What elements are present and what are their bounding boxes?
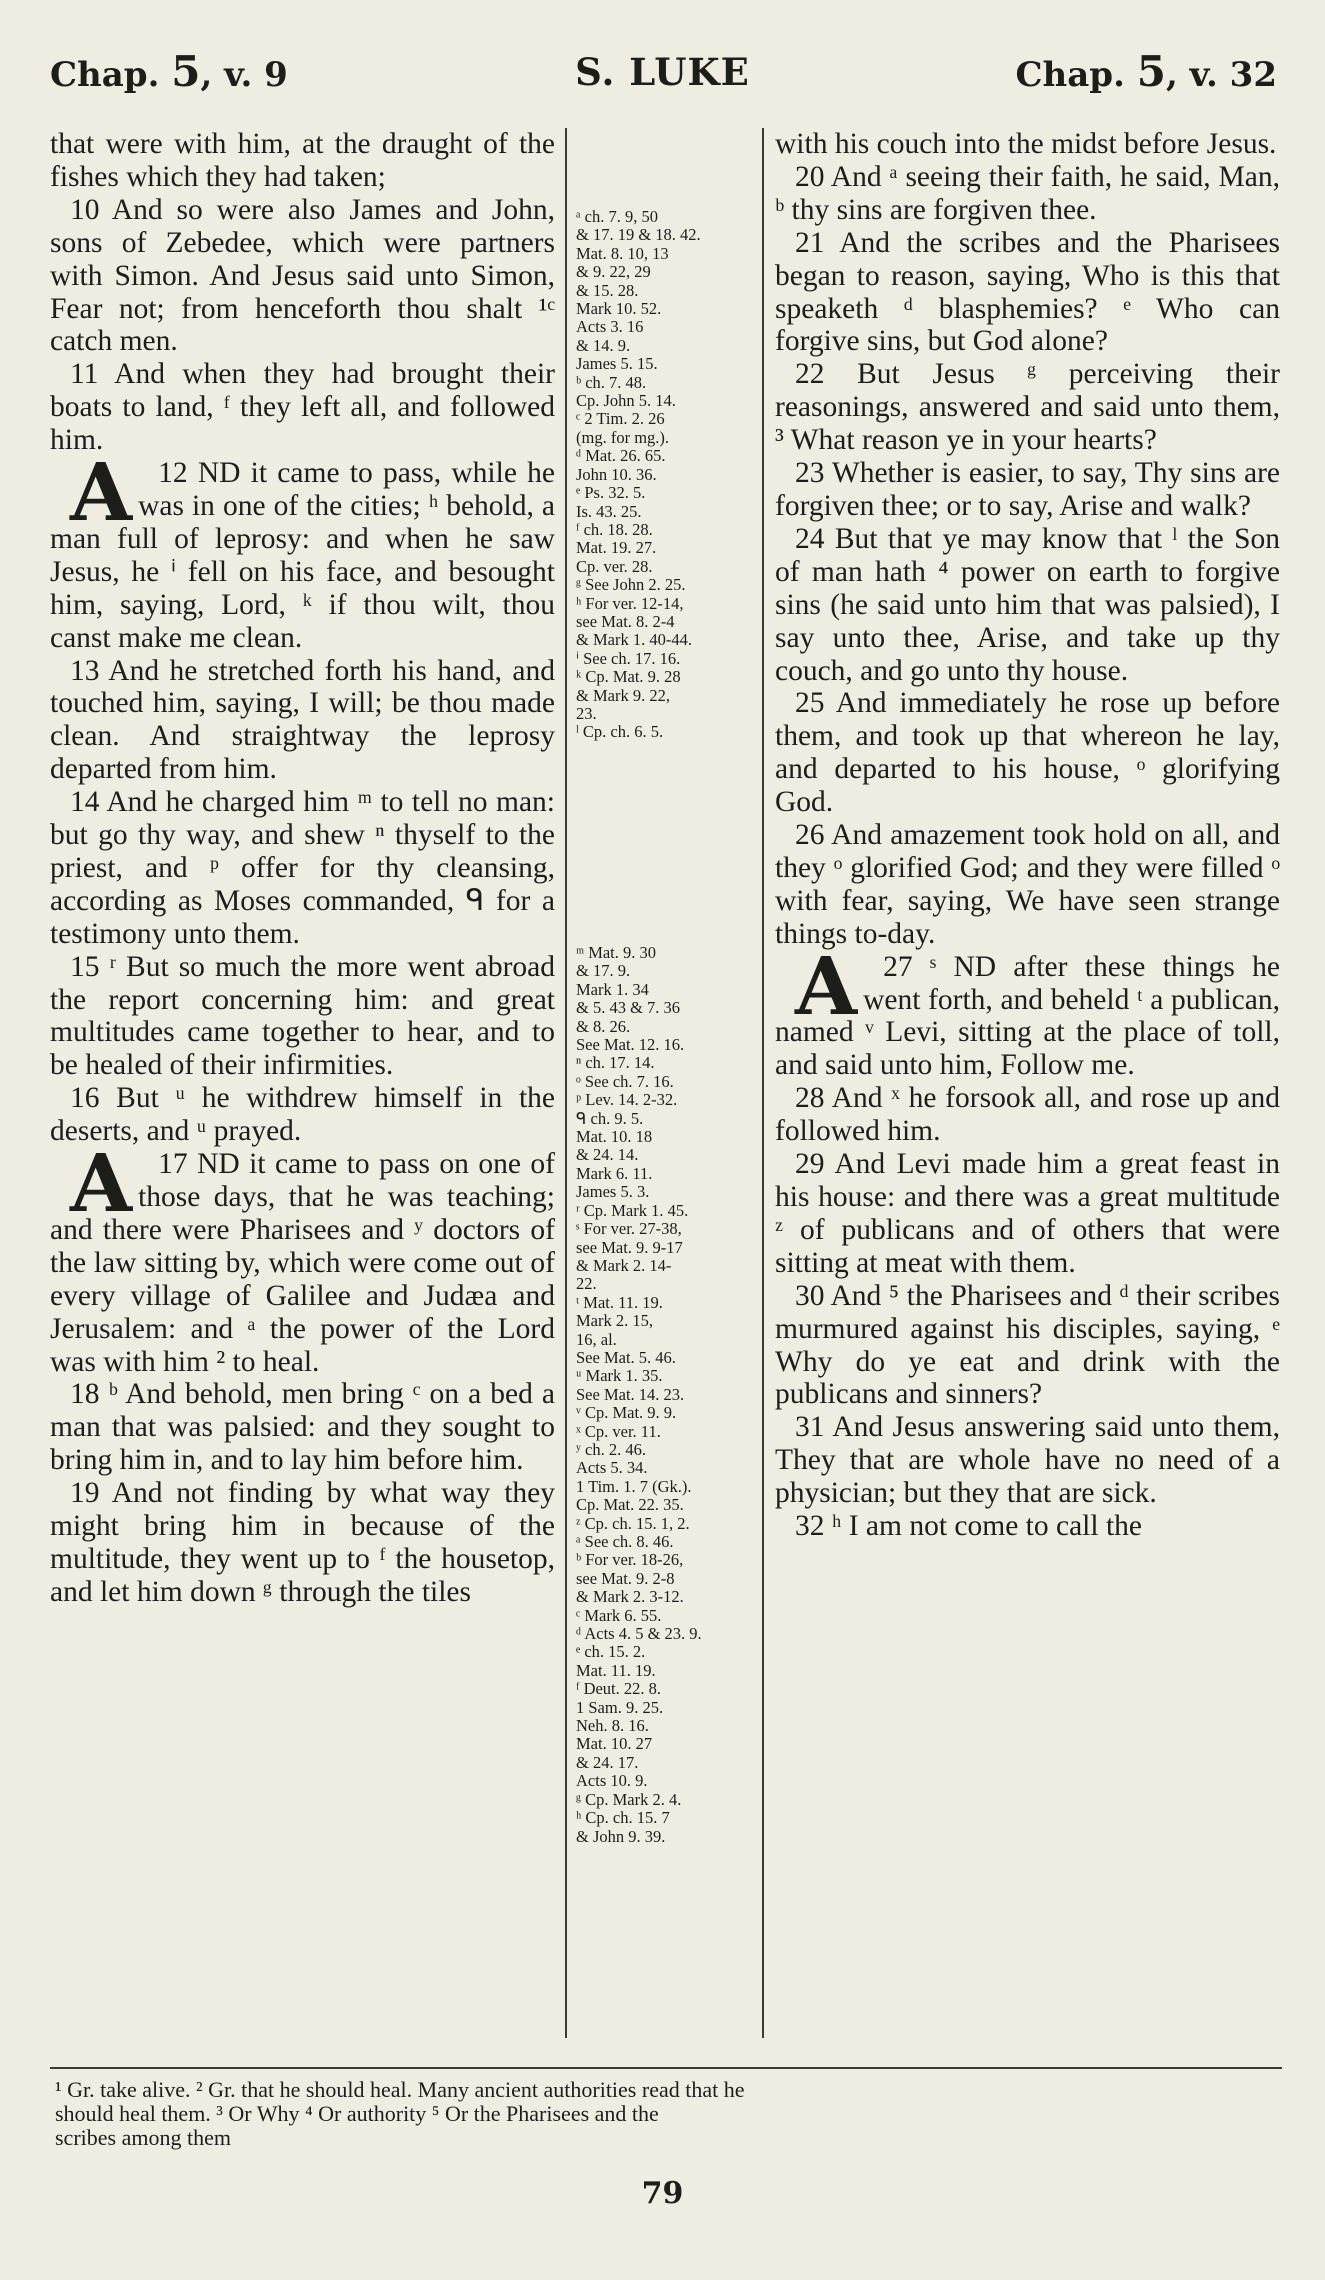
cross-reference: James 5. 3.	[576, 1182, 650, 1202]
verse-10: 10 And so were also James and John, sons of Zebedee, which were partners with Simon. And Jesus said unto Simon, Fear not; from henceforth thou shalt ¹ᶜ catch men.	[50, 193, 555, 358]
footnote-line: ¹ Gr. take alive. ² Gr. that he should heal. Many ancient authorities read that he	[55, 2077, 745, 2102]
verse-16: 16 But ᵘ he withdrew himself in the deserts, and ᵘ prayed.	[50, 1082, 555, 1148]
cross-reference: ᵉ ch. 15. 2.	[576, 1642, 646, 1662]
cross-reference: ⁿ ch. 17. 14.	[576, 1053, 655, 1073]
cross-reference: ᵈ Acts 4. 5 & 23. 9.	[576, 1624, 702, 1644]
cross-references-upper	[576, 208, 756, 742]
cross-reference: 23.	[576, 703, 597, 723]
cross-reference: Mark 2. 15,	[576, 1311, 653, 1331]
footnote-divider	[50, 2067, 1282, 2069]
cross-reference: & 17. 9.	[576, 961, 631, 981]
cross-reference: Acts 10. 9.	[576, 1771, 648, 1791]
cross-reference: ᶻ Cp. ch. 15. 1, 2.	[576, 1513, 690, 1533]
verse-22: 22 But Jesus ᵍ perceiving their reasonings, answered and said unto them, ³ What reason ye in your hearts?	[775, 358, 1280, 457]
cross-reference: ʸ ch. 2. 46.	[576, 1439, 646, 1459]
verse-text: that were with him, at the draught of the fishes which they had taken;	[50, 128, 555, 193]
verse-29: 29 And Levi made him a great feast in his house: and there was a great multitude ᶻ of publicans and of others that were sitting at meat with them.	[775, 1148, 1280, 1279]
cross-reference: & 8. 26.	[576, 1016, 631, 1036]
cross-reference: ᵐ Mat. 9. 30	[576, 943, 657, 962]
footnotes	[55, 2078, 1285, 2150]
verse-26: 26 And amazement took hold on all, and they ᵒ glorified God; and they were filled ᵒ with fear, saying, We have seen strange things to-day.	[775, 819, 1280, 950]
cross-reference: see Mat. 9. 9-17	[576, 1237, 683, 1257]
cross-reference: See Mat. 5. 46.	[576, 1347, 676, 1367]
cross-reference: ᵃ ch. 7. 9, 50	[576, 207, 658, 226]
cross-reference: & 24. 14.	[576, 1145, 639, 1165]
cross-reference: 22.	[576, 1274, 597, 1294]
cross-reference: ᵖ Lev. 14. 2-32.	[576, 1090, 678, 1110]
cross-reference: Mark 1. 34	[576, 979, 649, 999]
cross-reference: ᵏ Cp. Mat. 9. 28	[576, 667, 681, 687]
cross-reference: & 14. 9.	[576, 335, 631, 355]
verse-23: 23 Whether is easier, to say, Thy sins are forgiven thee; or to say, Arise and walk?	[775, 457, 1280, 522]
cross-reference: & Mark 9. 22,	[576, 685, 670, 705]
cross-reference: & 24. 17.	[576, 1752, 639, 1772]
verse-25: 25 And immediately he rose up before them, and took up that whereon he lay, and departed to his house, ᵒ glorifying God.	[775, 687, 1280, 819]
cross-reference: See Mat. 12. 16.	[576, 1035, 685, 1055]
cross-reference: ᵈ Mat. 26. 65.	[576, 446, 666, 466]
cross-reference: Neh. 8. 16.	[576, 1716, 649, 1736]
verse-32: 32 ʰ I am not come to call the	[795, 1510, 1142, 1543]
cross-reference: Acts 5. 34.	[576, 1458, 648, 1478]
cross-reference: ᵒ See ch. 7. 16.	[576, 1071, 674, 1091]
verse-24: 24 But that ye may know that ˡ the Son of man hath ⁴ power on earth to forgive sins (he said unto him that was palsied), I say unto thee, Arise, and take up thy couch, and go unto thy house.	[775, 522, 1280, 687]
cross-reference: & Mark 2. 14-	[576, 1255, 672, 1275]
cross-reference: Cp. Mat. 22. 35.	[576, 1495, 684, 1515]
cross-reference: ʰ Cp. ch. 15. 7	[576, 1808, 670, 1828]
cross-reference: & Mark 2. 3-12.	[576, 1587, 684, 1607]
cross-reference: ˣ Cp. ver. 11.	[576, 1421, 661, 1441]
cross-reference: ᵗ Mat. 11. 19.	[576, 1292, 663, 1312]
cross-reference: Mat. 19. 27.	[576, 538, 657, 558]
cross-reference: ˡ Cp. ch. 6. 5.	[576, 722, 664, 742]
cross-reference: & John 9. 39.	[576, 1826, 666, 1846]
cross-reference: 1 Sam. 9. 25.	[576, 1697, 664, 1717]
cross-reference: Mat. 10. 27	[576, 1734, 653, 1754]
cross-reference: ᶠ Deut. 22. 8.	[576, 1679, 662, 1699]
right-text-column	[775, 128, 1280, 1543]
verse-12: 12 A ND it came to pass, while he was in one of the cities; ʰ behold, a man full of leprosy: and when he saw Jesus, he ⁱ fell on his face, and besought him, saying, Lord, ᵏ if thou wilt, thou canst make me clean.	[50, 445, 555, 654]
cross-reference: Mark 6. 11.	[576, 1163, 653, 1183]
cross-reference: (mg. for mg.).	[576, 427, 670, 447]
cross-reference: 16, al.	[576, 1329, 617, 1349]
cross-reference: ᶠ ch. 18. 28.	[576, 519, 653, 539]
cross-reference: ʰ For ver. 12-14,	[576, 593, 684, 613]
cross-reference: ˢ For ver. 27-38,	[576, 1219, 682, 1239]
cross-reference: ᑫ ch. 9. 5.	[576, 1108, 644, 1128]
verse-14: 14 And he charged him ᵐ to tell no man: but go thy way, and shew ⁿ thyself to the priest, and ᵖ offer for thy cleansing, according as Moses commanded, ᑫ for a testimony unto them.	[50, 786, 555, 950]
verse-text: with his couch into the midst before Jesus.	[775, 128, 1277, 160]
cross-reference: Mark 10. 52.	[576, 299, 662, 319]
cross-reference: & 5. 43 & 7. 36	[576, 998, 681, 1018]
cross-reference: ᵘ Mark 1. 35.	[576, 1366, 663, 1386]
verse-15: 15 ʳ But so much the more went abroad the report concerning him: and great multitudes came together to hear, and to be healed of their infirmities.	[50, 950, 555, 1082]
verse-20: 20 And ᵃ seeing their faith, he said, Man, ᵇ thy sins are forgiven thee.	[775, 160, 1280, 226]
cross-reference: see Mat. 8. 2-4	[576, 611, 675, 631]
running-head-left: Chap. 5, v. 9	[50, 47, 288, 96]
drop-cap: A	[70, 445, 133, 540]
verse-18: 18 ᵇ And behold, men bring ᶜ on a bed a man that was palsied: and they sought to bring him in, and to lay him before him.	[50, 1378, 555, 1477]
running-head-right: Chap. 5, v. 32	[1015, 47, 1277, 96]
footnote-line: scribes among them	[55, 2125, 231, 2150]
cross-reference: ʳ Cp. Mark 1. 45.	[576, 1200, 689, 1220]
cross-reference: Is. 43. 25.	[576, 501, 642, 521]
verse-28: 28 And ˣ he forsook all, and rose up and followed him.	[775, 1082, 1280, 1148]
cross-reference: Cp. John 5. 14.	[576, 391, 676, 411]
cross-reference: & 17. 19 & 18. 42.	[576, 225, 701, 245]
column-divider	[565, 128, 567, 2038]
cross-reference: ᵍ See John 2. 25.	[576, 575, 686, 595]
cross-reference: & 15. 28.	[576, 280, 639, 300]
cross-reference: Mat. 8. 10, 13	[576, 243, 669, 263]
cross-reference: James 5. 15.	[576, 354, 658, 374]
cross-reference: ᵃ See ch. 8. 46.	[576, 1532, 674, 1551]
cross-reference: 1 Tim. 1. 7 (Gk.).	[576, 1476, 692, 1496]
cross-reference: Mat. 11. 19.	[576, 1660, 656, 1680]
verse-19: 19 And not finding by what way they might bring him in because of the multitude, they went up to ᶠ the housetop, and let him down ᵍ through the tiles	[50, 1477, 555, 1608]
left-text-column	[50, 128, 555, 1609]
cross-reference: ᶜ Mark 6. 55.	[576, 1605, 662, 1625]
verse-27: 27 ˢ A ND after these things he went forth, and beheld ᵗ a publican, named ᵛ Levi, sitting at the place of toll, and said unto him, Follow me.	[775, 938, 1280, 1082]
verse-30: 30 And ⁵ the Pharisees and ᵈ their scribes murmured against his disciples, saying, ᵉ Why do ye eat and drink with the publicans and sinners?	[775, 1279, 1280, 1411]
cross-reference: ᵛ Cp. Mat. 9. 9.	[576, 1403, 677, 1423]
cross-reference: ᶜ 2 Tim. 2. 26	[576, 409, 665, 429]
footnote-line: should heal them. ³ Or Why ⁴ Or authority ⁵ Or the Pharisees and the	[55, 2101, 659, 2126]
cross-reference: ᵍ Cp. Mark 2. 4.	[576, 1789, 682, 1809]
verse-17: 17 A ND it came to pass on one of those days, that he was teaching; and there were Pharisees and ʸ doctors of the law sitting by, which were come out of every village of Galilee and Judæa and Jerusalem: and ᵃ the power of the Lord was with him ² to heal.	[50, 1136, 556, 1378]
cross-reference: see Mat. 9. 2-8	[576, 1568, 675, 1588]
running-head-title: S. LUKE	[575, 50, 750, 94]
cross-reference: See Mat. 14. 23.	[576, 1384, 685, 1404]
cross-reference: ᵉ Ps. 32. 5.	[576, 483, 646, 503]
cross-reference: ⁱ See ch. 17. 16.	[576, 648, 681, 668]
cross-reference: & 9. 22, 29	[576, 262, 651, 282]
cross-reference: ᵇ For ver. 18-26,	[576, 1550, 684, 1570]
cross-reference: ᵇ ch. 7. 48.	[576, 372, 647, 392]
drop-cap: A	[795, 938, 858, 1033]
cross-references-lower	[576, 944, 756, 1846]
cross-reference: & Mark 1. 40-44.	[576, 630, 692, 650]
cross-reference: Mat. 10. 18	[576, 1127, 653, 1147]
verse-13: 13 And he stretched forth his hand, and touched him, saying, I will; be thou made clean. And straightway the leprosy departed from him.	[50, 654, 555, 786]
cross-reference: Acts 3. 16	[576, 317, 644, 337]
verse-31: 31 And Jesus answering said unto them, They that are whole have no need of a physician; but they that are sick.	[775, 1411, 1280, 1510]
cross-reference: John 10. 36.	[576, 464, 657, 484]
cross-reference: Cp. ver. 28.	[576, 556, 653, 576]
page-number: 79	[641, 2176, 684, 2211]
verse-11: 11 And when they had brought their boats to land, ᶠ they left all, and followed him.	[50, 358, 555, 457]
drop-cap: A	[70, 1136, 133, 1231]
column-divider	[762, 128, 764, 2038]
verse-21: 21 And the scribes and the Pharisees began to reason, saying, Who is this that speaketh ᵈ blasphemies? ᵉ Who can forgive sins, but God alone?	[775, 226, 1280, 358]
